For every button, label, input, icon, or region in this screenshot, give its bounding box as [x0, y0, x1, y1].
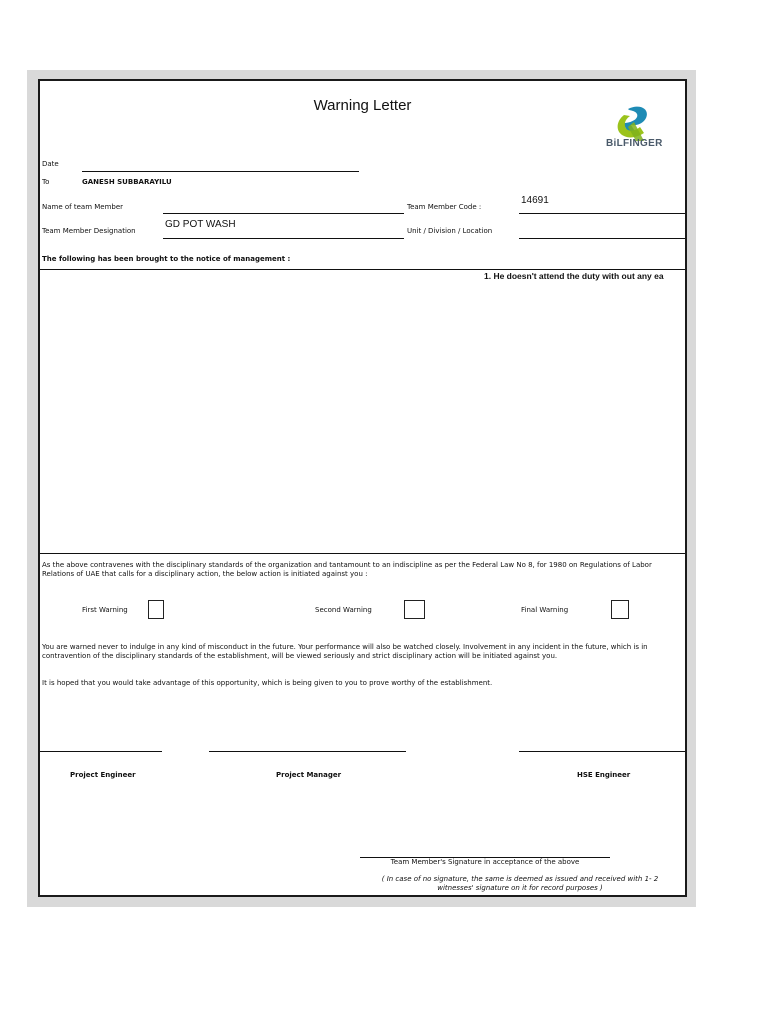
- to-value[interactable]: GANESH SUBBARAYILU: [82, 178, 172, 186]
- document-title: Warning Letter: [313, 97, 412, 114]
- first-warning-label: First Warning: [82, 606, 128, 614]
- second-warning-checkbox[interactable]: [404, 600, 425, 619]
- unit-line: [519, 238, 687, 239]
- hse-engineer-label: HSE Engineer: [577, 771, 631, 779]
- project-manager-signature-line: [209, 751, 406, 752]
- hse-engineer-signature-line: [519, 751, 687, 752]
- project-engineer-signature-line: [40, 751, 162, 752]
- notice-label: The following has been brought to the notice of management :: [42, 255, 291, 263]
- project-engineer-label: Project Engineer: [70, 771, 136, 779]
- brand-name: BiLFINGER: [606, 138, 663, 149]
- team-member-signature-label: Team Member's Signature in acceptance of the above: [390, 858, 580, 866]
- member-code-line: [519, 213, 687, 214]
- date-label: Date: [42, 160, 59, 168]
- final-warning-checkbox[interactable]: [611, 600, 629, 619]
- notice-divider: [40, 269, 685, 270]
- unit-label: Unit / Division / Location: [407, 227, 493, 235]
- member-name-line: [163, 213, 404, 214]
- member-code-label: Team Member Code :: [407, 203, 482, 211]
- designation-label: Team Member Designation: [42, 227, 136, 235]
- warned-paragraph: You are warned never to indulge in any kind of misconduct in the future. Your performance will also be watched closely. Involvement in any incident in the future, which is in contravention of the disciplinary standards of the establishment, will be viewed seriously and strict disciplinary action will be initiated against you.: [42, 643, 648, 660]
- body-divider: [40, 553, 685, 554]
- hoped-paragraph: It is hoped that you would take advantage of this opportunity, which is being given to you to prove worthy of the establishment.: [42, 679, 493, 687]
- date-line: [82, 171, 359, 172]
- project-manager-label: Project Manager: [276, 771, 342, 779]
- member-name-label: Name of team Member: [42, 203, 124, 211]
- second-warning-label: Second Warning: [315, 606, 372, 614]
- designation-line: [163, 238, 404, 239]
- notice-item: 1. He doesn't attend the duty with out any ea: [484, 271, 664, 281]
- contravenes-paragraph: As the above contravenes with the disciplinary standards of the organization and tantamount to an indiscipline as per the Federal Law No 8, for 1980 on Regulations of Labor Relations of UAE that calls for a disciplinary action, the below action is initiated against you :: [42, 561, 652, 578]
- first-warning-checkbox[interactable]: [148, 600, 164, 619]
- signature-note: ( In case of no signature, the same is deemed as issued and received with 1- 2 witnesses' signature on it for record purposes ): [381, 875, 659, 892]
- final-warning-label: Final Warning: [521, 606, 569, 614]
- member-code-value[interactable]: 14691: [521, 195, 549, 206]
- warning-letter-sheet: [38, 79, 687, 897]
- to-label: To: [42, 178, 50, 186]
- designation-value[interactable]: GD POT WASH: [165, 219, 236, 230]
